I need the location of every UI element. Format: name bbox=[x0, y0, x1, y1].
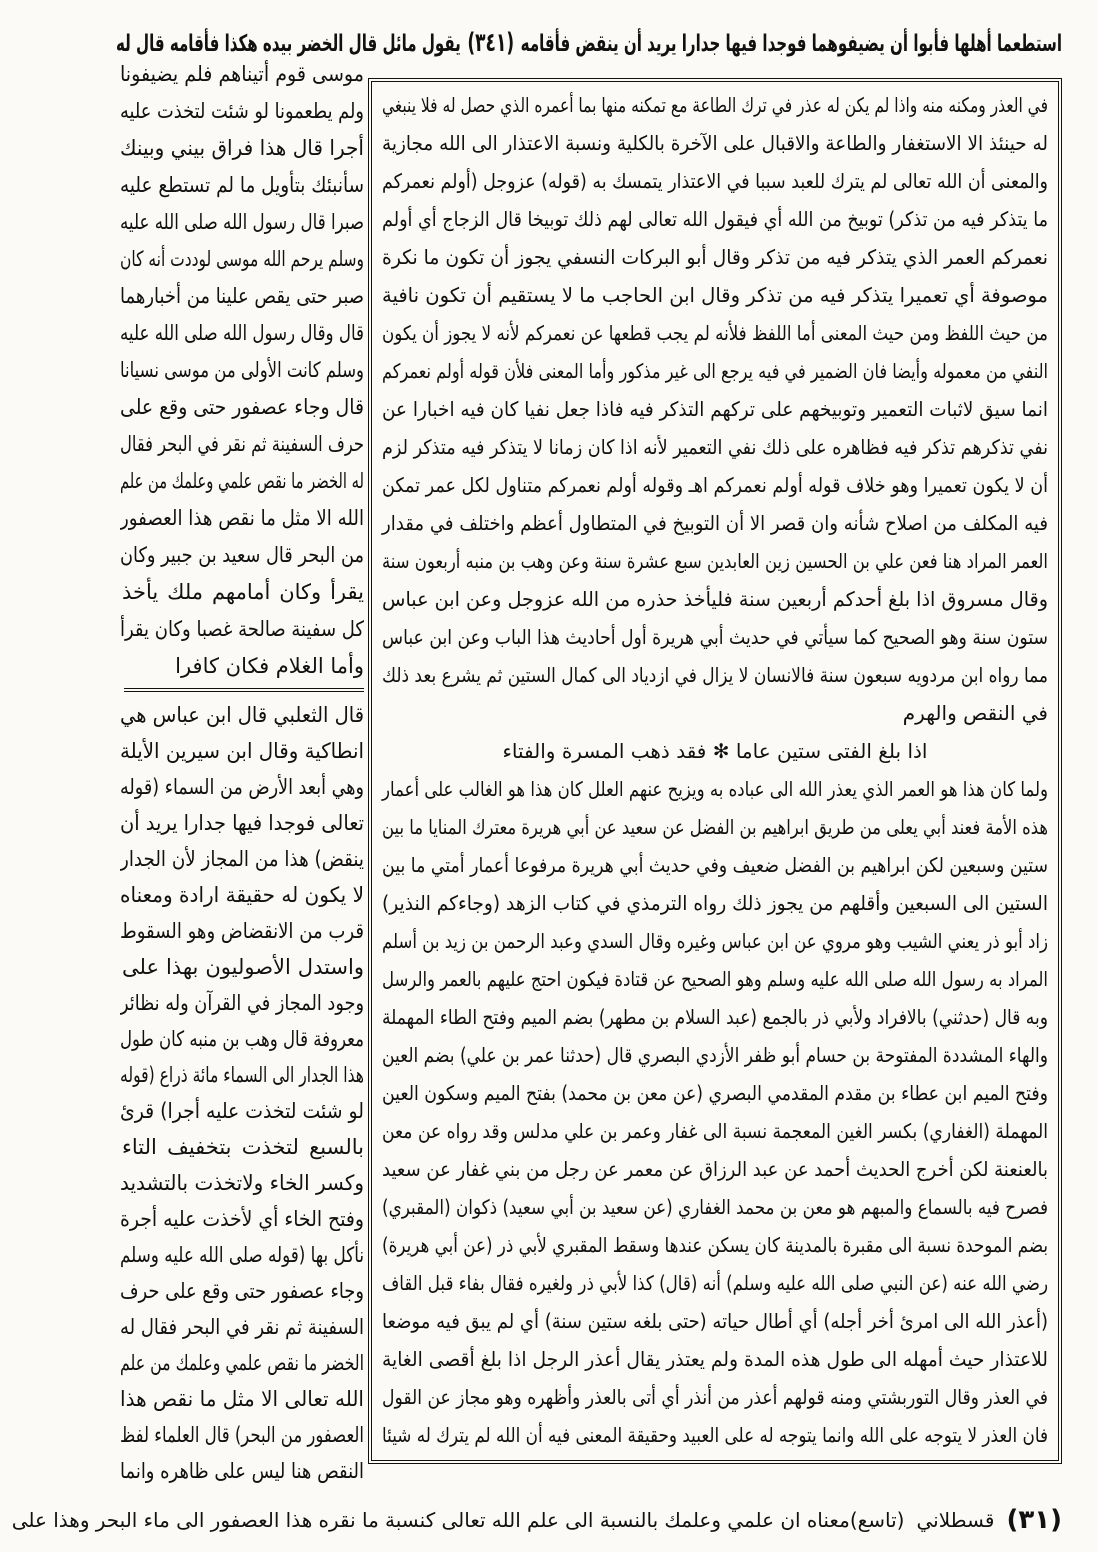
side-note-line: وجاء عصفور حتى وقع على حرف bbox=[120, 1279, 364, 1303]
side-note-line: ينقض) هذا من المجاز لأن الجدار bbox=[120, 847, 364, 871]
commentary-line: ستون سنة وهو الصحيح كما سيأتي في حديث أبي هريرة أول أحاديث هذا الباب وعن ابن عباس bbox=[382, 625, 1048, 649]
commentary-line: المهملة (الغفاري) بكسر الغين المعجمة نسبة الى غفار وعمر بن علي مدلس وقد رواه عن معن bbox=[381, 1119, 1048, 1143]
commentary-line: الستين الى السبعين وأقلهم من يجوز ذلك رواه الترمذي في كتاب الزهد (وجاءكم النذير) bbox=[382, 891, 1048, 915]
commentary-line: فصرح فيه بالسماع والمبهم هو معن بن محمد الغفاري (عن سعيد بن أبي سعيد) ذكوان (المقبري) bbox=[382, 1195, 1049, 1219]
matn-line: قال وجاء عصفور حتى وقع على bbox=[120, 395, 364, 419]
matn-line: له الخضر ما نقص علمي وعلمك من علم bbox=[120, 469, 364, 493]
column-divider bbox=[124, 688, 364, 692]
side-note-line: قال الثعلبي قال ابن عباس هي bbox=[120, 703, 364, 727]
matn-line: أجرا قال هذا فراق بيني وبينك bbox=[120, 136, 364, 160]
commentary-box bbox=[368, 78, 1062, 1464]
commentary-line: فيه المكلف من اصلاح شأنه وان قصر الا أن التوبيخ في المتطاول أعظم واختلف في مقدار bbox=[382, 511, 1049, 535]
commentary-line: المراد به رسول الله صلى الله عليه وسلم وهو الصحيح عن قتادة فيكون احتج عليهم بالعمر والرسل bbox=[382, 967, 1048, 991]
commentary-line: وقال مسروق اذا بلغ أحدكم أربعين سنة فليأخذ حذره من الله عزوجل وعن ابن عباس bbox=[382, 587, 1048, 611]
side-note-line: الخضر ما نقص علمي وعلمك من علم bbox=[120, 1351, 364, 1375]
commentary-line: وفتح الميم ابن عطاء بن مقدم المقدمي البصري (عن معن بن محمد) بفتح الميم وسكون العين bbox=[381, 1081, 1048, 1105]
commentary-line: ما يتذكر فيه من تذكر) توبيخ من الله أي فيقول الله تعالى لهم ذلك توبيخا قال الزجاج أي أولم bbox=[382, 207, 1048, 231]
verse-number: (٣٤١) bbox=[467, 28, 515, 58]
commentary-line: زاد أبو ذر يعني الشيب وهو مروي عن ابن عباس وغيره وقال السدي وعبد الرحمن بن زيد بن أسلم bbox=[381, 929, 1048, 953]
side-note-line: العصفور من البحر) قال العلماء لفظ bbox=[120, 1423, 364, 1447]
side-note-line: وجود المجاز في القرآن وله نظائر bbox=[120, 991, 364, 1015]
side-note-line: تعالى فوجدا فيها جدارا يريد أن bbox=[120, 811, 364, 835]
header-line bbox=[115, 22, 1062, 64]
commentary-line: في النقص والهرم bbox=[902, 701, 1048, 725]
side-note-line: نأكل بها (قوله صلى الله عليه وسلم bbox=[120, 1243, 364, 1267]
matn-line: الله الا مثل ما نقص هذا العصفور bbox=[120, 506, 364, 530]
commentary-line: والمعنى أن الله تعالى لم يترك للعبد سببا في الاعتذار يتمسك به (قوله) عزوجل (أولم نعمركم bbox=[382, 169, 1048, 193]
commentary-line: بضم الموحدة نسبة الى مقبرة بالمدينة كان يسكن عندها وسقط المقبري لأبي ذر (عن أبي هريرة) bbox=[382, 1233, 1048, 1257]
matn-line: سأنبئك بتأويل ما لم تستطع عليه bbox=[120, 173, 364, 197]
side-note-line: وهي أبعد الأرض من السماء (قوله bbox=[120, 775, 364, 799]
commentary-line: نعمركم العمر الذي يتذكر فيه من تذكر وقال أبو البركات النسفي يجوز أن تكون ما نكرة bbox=[382, 245, 1049, 269]
commentary-line: في العذر وقال التوربشتي ومنه قولهم أعذر من أنذر أي أتى بالعذر وأظهره وهو مجاز عن القول bbox=[381, 1385, 1048, 1409]
side-note-line: قرب من الانقضاض وهو السقوط bbox=[120, 919, 364, 943]
commentary-line: في العذر ومكنه منه واذا لم يكن له عذر في ترك الطاعة مع تمكنه منها بما أعمره الذي حصل له فلا ينبغي bbox=[381, 93, 1048, 117]
matn-line: صبرا قال رسول الله صلى الله عليه bbox=[120, 210, 364, 234]
matn-line: ولم يطعمونا لو شئت لتخذت عليه bbox=[120, 99, 364, 123]
commentary-line: مما رواه ابن مردويه سبعون سنة فالانسان لا يزال في ازدياد الى كمال الستين ثم يشرع بعد ذلك bbox=[382, 663, 1048, 687]
commentary-line: العمر المراد هنا فعن علي بن الحسين زين العابدين سبع عشرة سنة وعن وهب بن منبه أربعون سنة bbox=[381, 549, 1049, 573]
commentary-line: النفي من معموله وأيضا فان الضمير في فيه يرجع الى غير مذكور وأما المعنى فلأن قوله أولم نعمركم bbox=[382, 359, 1048, 383]
matn-line: حرف السفينة ثم نقر في البحر فقال bbox=[120, 432, 364, 456]
side-note-line: واستدل الأصوليون بهذا على bbox=[122, 955, 364, 979]
header-text-left: يقول مائل قال الخضر بيده هكذا فأقامه قال له bbox=[115, 31, 461, 57]
commentary-line: له حينئذ الا الاستغفار والطاعة والاقبال على الآخرة بالكلية ونسبة الاعتذار الى الله مجازية bbox=[382, 131, 1048, 155]
commentary-line: وبه قال (حدثني) بالافراد ولأبي ذر بالجمع (عبد السلام بن مطهر) بضم الميم وفتح الطاء المهملة bbox=[381, 1005, 1048, 1029]
side-note-line: الله تعالى الا مثل ما نقص هذا bbox=[120, 1387, 364, 1411]
commentary-line: هذه الأمة فعند أبي يعلى من طريق ابراهيم بن الفضل عن سعيد عن أبي هريرة معترك المنايا ما بين bbox=[382, 815, 1049, 839]
side-note-line: معروفة قال وهب بن منبه كان طول bbox=[120, 1027, 364, 1051]
commentary-line: ولما كان هذا هو العمر الذي يعذر الله الى عباده به ويزيح عنهم العلل كان هذا هو الغالب على أعمار bbox=[381, 777, 1048, 801]
side-note-line: النقص هنا ليس على ظاهره وانما bbox=[120, 1459, 364, 1483]
commentary-line: فان العذر لا يتوجه على الله وانما يتوجه له على العبيد وحقيقة المعنى فيه أن الله لم يترك له شيئا bbox=[382, 1423, 1048, 1447]
matn-line: وسلم كانت الأولى من موسى نسيانا bbox=[120, 358, 364, 382]
commentary-line: موصوفة أي تعميرا يتذكر فيه من تذكر وقال ابن الحاجب ما لا يستقيم أن تكون نافية bbox=[381, 283, 1048, 307]
side-note-line: هذا الجدار الى السماء مائة ذراع (قوله bbox=[120, 1063, 364, 1087]
commentary-line: نفي تذكرهم تذكر فيه فظاهره على ذلك نفي التعمير لأنه اذا كان زمانا لا يتذكر فيه متذكر لزم bbox=[382, 435, 1048, 459]
side-note-line: بالسبع لتخذت بتخفيف التاء bbox=[122, 1135, 364, 1159]
volume-label: (تاسع) bbox=[849, 1508, 905, 1532]
matn-line: قال وقال رسول الله صلى الله عليه bbox=[120, 321, 364, 345]
side-note-line: لو شئت لتخذت عليه أجرا) قرئ bbox=[120, 1099, 364, 1123]
matn-column bbox=[120, 56, 364, 685]
poem-verse: اذا بلغ الفتى ستين عاما ✻ فقد ذهب المسرة والفتاء bbox=[502, 739, 928, 763]
commentary-line: ستين وسبعين لكن ابراهيم بن الفضل ضعيف وفي حديث أبي هريرة مرفوعا أعمار أمتي ما بين bbox=[382, 853, 1048, 877]
book-title: قسطلاني bbox=[916, 1508, 995, 1532]
commentary-line: (أعذر الله الى امرئ أخر أجله) أي أطال حياته (حتى بلغه ستين سنة) أي لم يبق فيه موضعا bbox=[381, 1309, 1048, 1333]
side-note-line: وكسر الخاء ولاتخذت بالتشديد bbox=[120, 1171, 364, 1195]
matn-line: يقرأ وكان أمامهم ملك يأخذ bbox=[121, 580, 364, 604]
footer-note-line: معناه ان علمي وعلمك بالنسبة الى علم الله تعالى كنسبة ما نقره هذا العصفور الى ماء البحر وهذا على bbox=[11, 1508, 850, 1532]
matn-line: وسلم يرحم الله موسى لوددت أنه كان bbox=[120, 247, 364, 271]
side-note-line: لا يكون له حقيقة ارادة ومعناه bbox=[120, 883, 364, 907]
commentary-line: أن لا يكون تعميرا وهو خلاف قوله أولم نعمركم اهـ وقوله أولم نعمركم متناول لكل عمر تمكن bbox=[381, 473, 1049, 497]
commentary-line: والهاء المشددة المفتوحة بن حسام أبو ظفر الأزدي البصري قال (حدثنا عمر بن علي) بضم العين bbox=[382, 1043, 1048, 1067]
matn-line: كل سفينة صالحة غصبا وكان يقرأ bbox=[120, 617, 364, 641]
header-text-right: استطعما أهلها فأبوا أن يضيفوهما فوجدا فيها جدارا يريد أن ينقض فأقامه bbox=[520, 31, 1062, 57]
side-commentary-column bbox=[120, 697, 364, 1489]
commentary-line: من حيث اللفظ ومن حيث المعنى أما اللفظ فلأنه لم يجب قطعها عن نعمركم لأنه لا يجوز أن يكون bbox=[381, 321, 1048, 345]
matn-line: وأما الغلام فكان كافرا bbox=[175, 654, 364, 678]
commentary-line: رضي الله عنه (عن النبي صلى الله عليه وسلم) أنه (قال) كذا لأبي ذر ولغيره فقال بفاء قبل القاف bbox=[381, 1271, 1048, 1295]
side-note-line: وفتح الخاء أي لأخذت عليه أجرة bbox=[120, 1207, 364, 1231]
commentary-line: بالعنعنة لكن أخرج الحديث أحمد عن عبد الرزاق عن معمر عن رجل من بني غفار عن سعيد bbox=[382, 1157, 1048, 1181]
commentary-line: انما سيق لاثبات التعمير وتوبيخهم على تركهم التذكر فيه فاذا جعل نفيا كان فيه اخبارا عن bbox=[382, 397, 1049, 421]
side-note-line: انطاكية وقال ابن سيرين الأيلة bbox=[120, 739, 364, 763]
matn-line: موسى قوم أتيناهم فلم يضيفونا bbox=[120, 62, 364, 86]
matn-line: صبر حتى يقص علينا من أخبارهما bbox=[120, 284, 364, 308]
footer-signature bbox=[850, 1505, 1062, 1535]
matn-line: من البحر قال سعيد بن جبير وكان bbox=[120, 543, 364, 567]
page-number: (٣١) bbox=[1006, 1505, 1062, 1535]
page-footer bbox=[11, 1498, 1062, 1542]
side-note-line: السفينة ثم نقر في البحر فقال له bbox=[120, 1315, 364, 1339]
commentary-line: للاعتذار حيث أمهله الى طول هذه المدة ولم يعتذر يقال أعذر الرجل اذا بلغ أقصى الغاية bbox=[382, 1347, 1048, 1371]
